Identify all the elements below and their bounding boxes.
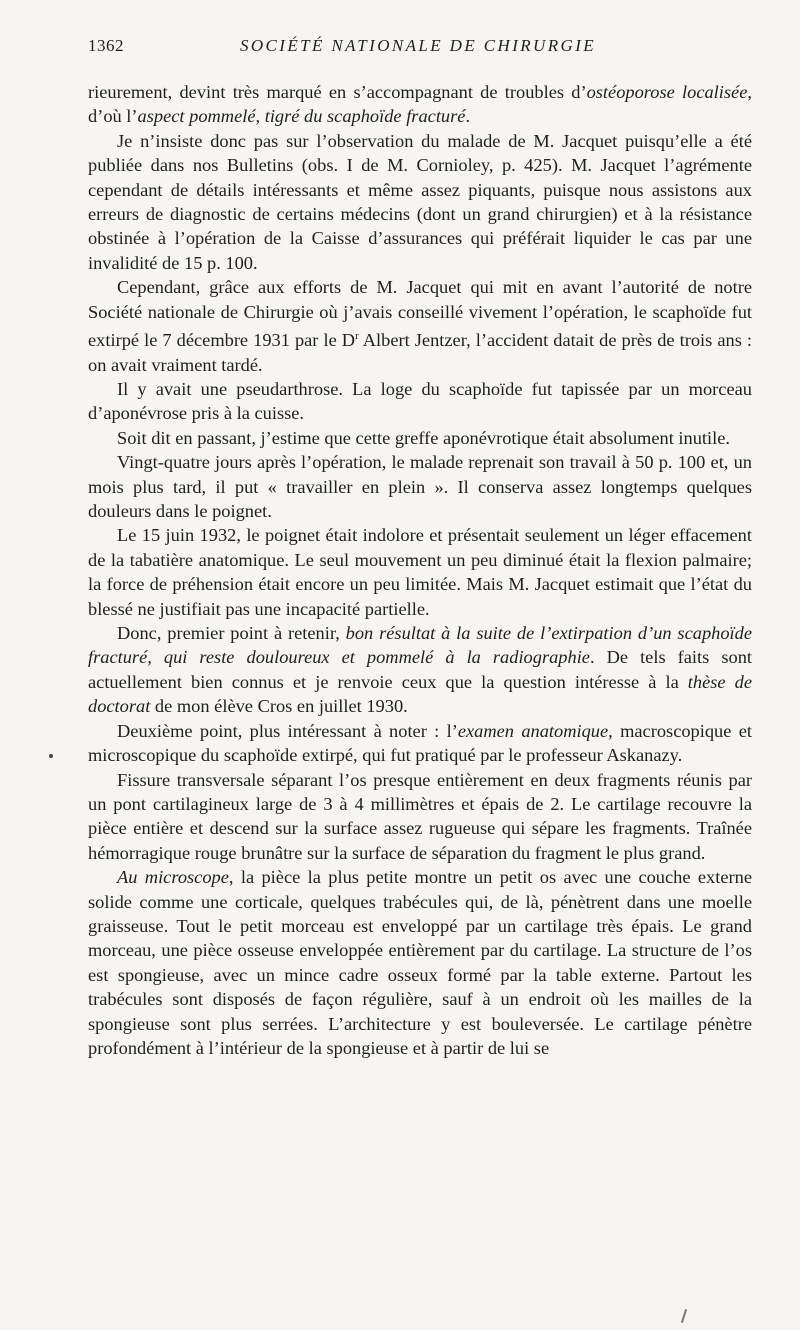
paragraph-7: Le 15 juin 1932, le poignet était indolore et présentait seulement un léger effacement de la tabatière anatomique. Le seul mouvement un peu diminué était la flexion palmaire; la force de préhension était encore un peu limitée. Mais M. Jacquet estimait que l’état du blessé ne justifiait pas une incapacité partielle. bbox=[88, 525, 752, 619]
italic-run: Au microscope bbox=[117, 867, 229, 888]
text-run: , macroscopique et microscopique du scaphoïde extirpé, qui fut pratiqué par le professeur Askanazy. bbox=[88, 720, 753, 766]
paragraph-8 bbox=[88, 621, 752, 719]
paragraph-2: Je n’insiste donc pas sur l’observation du malade de M. Jacquet puisqu’elle a été publiée dans nos Bulletins (obs. I de M. Cornioley, p. 425). M. Jacquet l’agrémente cependant de détails intéressants et même assez piquants, puisque nous assistons aux erreurs de diagnostic de certains médecins (dont un grand chirurgien) et à la résistance obstinée à l’opération de la Caisse d’assurances qui préférait liquider le cas par une invalidité de 15 p. 100. bbox=[88, 130, 752, 273]
italic-run: bon résultat à la suite de l’extirpation d’un scaphoïde fracturé, qui reste douloureux et pommelé à la radiographie bbox=[88, 623, 752, 668]
italic-run: thèse de doctorat bbox=[88, 671, 752, 717]
text-run: , la pièce la plus petite montre un petit os avec une couche externe solide comme une corticale, quelques trabécules qui, de là, pénètrent dans une moelle graisseuse. Tout le petit morceau est enveloppé par un cartilage très épais. Le grand morceau, une pièce osseuse enveloppée entièrement par du cartilage. La structure de l’os est spongieuse, avec un mince cadre osseux formé par la table externe. Partout les trabécules sont disposés de façon régulière, sauf à un endroit où les mailles de la spongieuse sont plus serrées. L’architecture y est bouleversée. Le cartilage pénètre profondément à l’intérieur de la spongieuse et à partir de lui se bbox=[88, 867, 752, 1058]
superscript: r bbox=[355, 330, 359, 343]
page-header bbox=[88, 36, 748, 60]
text-run: de mon élève Cros en juillet 1930. bbox=[150, 696, 408, 717]
text-run: Donc, premier point à retenir, bbox=[117, 623, 346, 644]
paragraph-10: Fissure transversale séparant l’os presque entièrement en deux fragments réunis par un pont cartilagineux large de 3 à 4 millimètres et épais de 2. Le cartilage recouvre la pièce entière et descend sur la surface assez rugueuse qui sépare les fragments. Traînée hémorragique rouge brunâtre sur la surface de séparation du fragment le plus grand. bbox=[88, 769, 752, 863]
text-run: . De tels faits sont actuellement bien connus et je renvoie ceux que la question intéresse à la bbox=[88, 647, 752, 692]
paragraph-9 bbox=[88, 719, 752, 768]
text-run: . bbox=[465, 106, 471, 127]
body-text bbox=[88, 80, 752, 1060]
text-run: Albert Jentzer, l’accident datait de près de trois ans : on avait vraiment tardé. bbox=[88, 330, 752, 375]
margin-tick bbox=[681, 1309, 687, 1323]
paragraph-5: Soit dit en passant, j’estime que cette greffe aponévrotique était absolument inutile. bbox=[117, 427, 731, 448]
italic-run: examen anatomique bbox=[457, 720, 609, 741]
italic-run: ostéoporose localisée bbox=[586, 82, 748, 102]
page-number: 1362 bbox=[88, 36, 124, 55]
margin-mark bbox=[49, 754, 53, 758]
paragraph-1 bbox=[88, 80, 752, 129]
paragraph-3 bbox=[88, 275, 752, 377]
paragraph-4: Il y avait une pseudarthrose. La loge du scaphoïde fut tapissée par un morceau d’aponévrose pris à la cuisse. bbox=[88, 379, 752, 424]
text-run: Cependant, grâce aux efforts de M. Jacquet qui mit en avant l’autorité de notre Société nationale de Chirurgie où j’avais conseillé vivement l’opération, le scaphoïde fut extirpé le 7 décembre 1931 par le D bbox=[88, 277, 752, 351]
italic-run: aspect pommelé, tigré du scaphoïde fracturé bbox=[137, 106, 466, 127]
running-title: SOCIÉTÉ NATIONALE DE CHIRURGIE bbox=[239, 36, 597, 55]
text-run: Deuxième point, plus intéressant à noter : l’ bbox=[117, 720, 458, 741]
text-run: rieurement, devint très marqué en s’accompagnant de troubles d’ bbox=[88, 82, 587, 102]
paragraph-6: Vingt-quatre jours après l’opération, le malade reprenait son travail à 50 p. 100 et, un mois plus tard, il put « travailler en plein ». Il conserva assez longtemps quelques douleurs dans le poignet. bbox=[88, 452, 752, 522]
paragraph-11 bbox=[88, 865, 752, 1060]
text-run: , d’où l’ bbox=[88, 82, 752, 127]
